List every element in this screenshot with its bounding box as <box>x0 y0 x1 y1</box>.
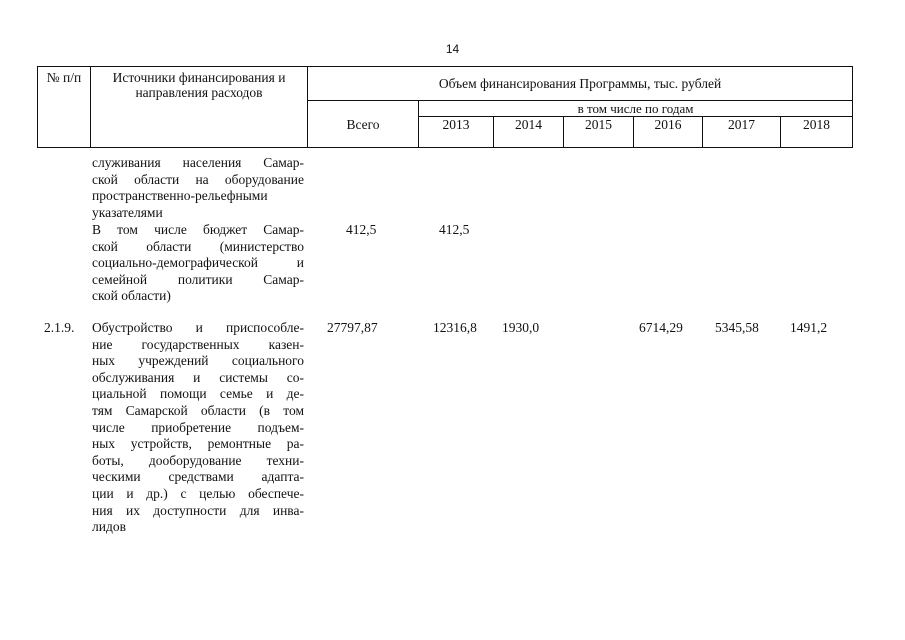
table-row-budget <box>92 222 304 305</box>
row-description-line: Обустройство и приспособле- <box>92 320 304 335</box>
row-description-line: тям Самарской области (в том <box>92 402 304 418</box>
table-row-continuation <box>92 155 304 221</box>
row-number: 2.1.9. <box>44 320 75 335</box>
header-year-2013: 2013 <box>419 117 494 148</box>
header-col-sources: Источники финансирования и направления расходов <box>91 67 308 148</box>
row-description-line: ской области на оборудование <box>92 171 304 187</box>
row-description-line: боты, дооборудование техни- <box>92 452 304 468</box>
row-value-2013: 412,5 <box>439 222 470 237</box>
header-year-2015: 2015 <box>564 117 634 148</box>
row-description-line: ных учреждений социального <box>92 353 304 369</box>
row-description-line: ния их доступности для инва- <box>92 502 304 518</box>
row-description-line: указателями <box>92 204 163 220</box>
row-value-2018: 1491,2 <box>790 320 828 335</box>
row-description-line: ции и др.) с целью обеспече- <box>92 485 304 501</box>
header-col-number: № п/п <box>38 67 91 148</box>
header-year-2017: 2017 <box>703 117 781 148</box>
row-description-line: ных устройств, ремонтные ра- <box>92 436 304 452</box>
row-value-2013: 12316,8 <box>433 320 477 335</box>
row-description-line: В том числе бюджет Самар- <box>92 222 304 237</box>
header-col-volume: Объем финансирования Программы, тыс. рублей <box>308 67 853 101</box>
header-year-2016: 2016 <box>634 117 703 148</box>
row-value-2014: 1930,0 <box>502 320 540 335</box>
row-description-line: лидов <box>92 519 126 535</box>
row-description-line: социально-демографической и <box>92 255 304 271</box>
table-row-2-1-9 <box>92 320 304 536</box>
row-description-line: числе приобретение подъем- <box>92 419 304 435</box>
row-value-2016: 6714,29 <box>639 320 683 335</box>
row-description-line: ние государственных казен- <box>92 336 304 352</box>
row-description-line: ской области (министерство <box>92 238 304 254</box>
row-description-line: семейной политики Самар- <box>92 271 304 287</box>
financing-table-header <box>37 66 853 148</box>
row-total-value: 27797,87 <box>327 320 378 335</box>
row-description-line: циальной помощи семье и де- <box>92 386 304 402</box>
page-number: 14 <box>445 42 460 56</box>
row-description-line: служивания населения Самар- <box>92 155 304 170</box>
row-total-value: 412,5 <box>346 222 377 237</box>
header-col-total: Всего <box>308 101 419 148</box>
header-col-by-years: в том числе по годам <box>419 101 853 117</box>
row-value-2017: 5345,58 <box>715 320 759 335</box>
row-description-line: обслуживания и системы со- <box>92 369 304 385</box>
header-year-2014: 2014 <box>494 117 564 148</box>
row-description-line: ской области) <box>92 288 171 304</box>
row-description-line: пространственно-рельефными <box>92 188 268 204</box>
header-year-2018: 2018 <box>781 117 853 148</box>
row-description-line: ческими средствами адапта- <box>92 469 304 485</box>
